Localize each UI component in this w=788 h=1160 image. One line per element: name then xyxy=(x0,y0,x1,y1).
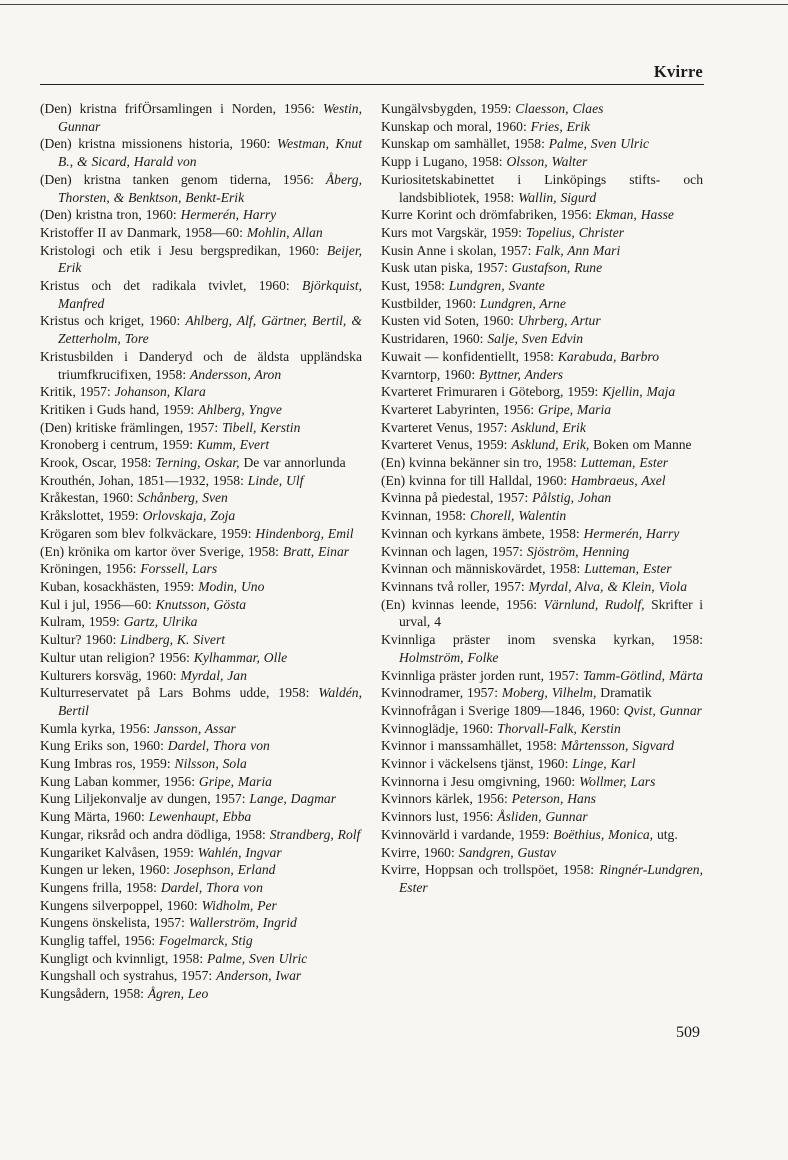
entry-author: Modin, Uno xyxy=(198,578,265,594)
index-entry xyxy=(381,135,703,153)
entry-author: Forssell, Lars xyxy=(140,561,218,577)
entry-title: Kvinnodramer, 1957: xyxy=(381,685,502,701)
index-entry xyxy=(40,932,362,950)
entry-author: Mohlin, Allan xyxy=(246,224,323,240)
entry-title: Kung Märta, 1960: xyxy=(40,809,149,825)
entry-title: Kung Laban kommer, 1956: xyxy=(40,773,199,789)
entry-title: Kunskap om samhället, 1958: xyxy=(381,136,549,152)
index-entry xyxy=(381,596,703,631)
index-entry xyxy=(40,135,362,170)
entry-author: Johanson, Klara xyxy=(114,384,206,400)
index-entry xyxy=(381,560,703,578)
entry-title: Kustbilder, 1960: xyxy=(381,295,481,311)
index-entry xyxy=(40,242,362,277)
index-entry xyxy=(381,702,703,720)
index-entry xyxy=(381,844,703,862)
entry-title: Kritiken i Guds hand, 1959: xyxy=(40,401,199,417)
index-entry xyxy=(381,525,703,543)
entry-author: Anderson, Iwar xyxy=(216,968,302,984)
entry-author: Holmström, Folke xyxy=(399,649,499,665)
index-entry xyxy=(381,436,703,454)
index-entry xyxy=(40,613,362,631)
entry-author: Lewenhaupt, Ebba xyxy=(148,809,252,825)
entry-title: Kultur? 1960: xyxy=(40,632,121,648)
entry-title: Kritik, 1957: xyxy=(40,384,115,400)
index-entry xyxy=(381,808,703,826)
entry-title: Kungälvsbygden, 1959: xyxy=(381,101,516,116)
entry-author: Jansson, Assar xyxy=(154,720,236,736)
index-entry xyxy=(381,720,703,738)
entry-title: Kusten vid Soten, 1960: xyxy=(381,313,518,329)
entry-title: Kröningen, 1956: xyxy=(40,561,141,577)
index-entry xyxy=(40,206,362,224)
index-entry xyxy=(40,489,362,507)
header-rule xyxy=(40,84,704,85)
entry-title: Kumla kyrka, 1956: xyxy=(40,720,155,736)
entry-title: Kulturers korsväg, 1960: xyxy=(40,667,181,683)
entry-title: Kvinnan, 1958: xyxy=(381,508,470,524)
entry-author: Tibell, Kerstin xyxy=(222,419,301,435)
running-head: Kvirre xyxy=(653,62,703,81)
entry-title: Kusk utan piska, 1957: xyxy=(381,260,512,276)
index-entry xyxy=(381,383,703,401)
index-entry xyxy=(40,861,362,879)
entry-title: Kungsådern, 1958: xyxy=(40,986,148,1002)
entry-author: Palme, Sven Ulric xyxy=(207,950,308,966)
entry-remark: Dramatik xyxy=(596,685,652,701)
index-entry xyxy=(381,667,703,685)
entry-title: Kvarteret Venus, 1959: xyxy=(381,437,512,453)
index-entry xyxy=(381,543,703,561)
index-entry xyxy=(381,489,703,507)
entry-title: Kvinnan och kyrkans ämbete, 1958: xyxy=(381,525,584,541)
entry-title: (Den) kristna frifÖrsamlingen i Norden, 1956: xyxy=(40,101,323,116)
entry-title: Kung Liljekonvalje av dungen, 1957: xyxy=(40,791,250,807)
index-entry xyxy=(381,100,703,118)
page-number: 509 xyxy=(676,1024,700,1041)
entry-author: Sjöström, Henning xyxy=(526,543,630,559)
entry-title: Kungens silverpoppel, 1960: xyxy=(40,897,202,913)
index-entry xyxy=(381,242,703,260)
entry-title: Kusin Anne i skolan, 1957: xyxy=(381,242,536,258)
entry-author: Byttner, Anders xyxy=(479,366,564,382)
entry-author: Beijer, Erik xyxy=(58,242,362,276)
index-entry xyxy=(40,312,362,347)
index-entry xyxy=(40,100,362,135)
index-entry xyxy=(40,543,362,561)
entry-author: Dardel, Thora von xyxy=(167,738,270,754)
entry-title: (Den) kristna missionens historia, 1960: xyxy=(40,136,278,152)
entry-title: Kungariket Kalvåsen, 1959: xyxy=(40,844,198,860)
entry-author: Hambraeus, Axel xyxy=(570,472,666,488)
entry-author: Lutteman, Ester xyxy=(580,455,669,471)
entry-title: Kristoffer II av Danmark, 1958—60: xyxy=(40,224,247,240)
entry-title: Kvinnofrågan i Sverige 1809—1846, 1960: xyxy=(381,702,624,718)
entry-title: Kvarteret Labyrinten, 1956: xyxy=(381,401,539,417)
entry-title: (Den) kritiske främlingen, 1957: xyxy=(40,419,223,435)
entry-author: Fries, Erik xyxy=(530,118,591,134)
entry-title: Kristus och det radikala tvivlet, 1960: xyxy=(40,278,302,294)
entry-author: Ekman, Hasse xyxy=(595,207,674,223)
index-entry xyxy=(40,737,362,755)
entry-title: Kulram, 1959: xyxy=(40,614,124,630)
entry-author: Palme, Sven Ulric xyxy=(548,136,650,152)
index-entry xyxy=(40,596,362,614)
entry-author: Dardel, Thora von xyxy=(160,879,263,895)
entry-title: Kvinnans två roller, 1957: xyxy=(381,578,529,594)
entry-title: Kustridaren, 1960: xyxy=(381,331,488,347)
index-entry xyxy=(40,631,362,649)
index-entry xyxy=(381,861,703,896)
index-entry xyxy=(40,348,362,383)
entry-title: Kvarteret Venus, 1957: xyxy=(381,419,512,435)
entry-title: Kunskap och moral, 1960: xyxy=(381,118,531,134)
index-entry xyxy=(40,507,362,525)
entry-title: Kvinna på piedestal, 1957: xyxy=(381,490,533,506)
entry-author: Orlovskaja, Zoja xyxy=(142,508,236,524)
index-entry xyxy=(40,560,362,578)
index-entry xyxy=(381,472,703,490)
entry-title: Kvinnor i väckelsens tjänst, 1960: xyxy=(381,756,573,772)
entry-remark: utg. xyxy=(653,826,678,842)
index-entry xyxy=(40,171,362,206)
index-entry xyxy=(381,171,703,206)
entry-author: Strandberg, Rolf xyxy=(269,826,361,842)
entry-author: Wallerström, Ingrid xyxy=(188,915,297,931)
index-entry xyxy=(381,631,703,666)
entry-author: Fogelmarck, Stig xyxy=(159,933,253,949)
entry-author: Falk, Ann Mari xyxy=(535,242,621,258)
entry-title: Kvinnliga präster jorden runt, 1957: xyxy=(381,667,583,683)
entry-author: Lundgren, Arne xyxy=(480,295,566,311)
index-entry xyxy=(40,401,362,419)
entry-title: Kvinnan och lagen, 1957: xyxy=(381,543,527,559)
index-entry xyxy=(40,985,362,1003)
index-entry xyxy=(381,295,703,313)
entry-title: Krook, Oscar, 1958: xyxy=(40,455,156,471)
entry-title: Kvirre, 1960: xyxy=(381,844,459,860)
entry-title: Kråkestan, 1960: xyxy=(40,490,138,506)
index-entry xyxy=(40,472,362,490)
entry-author: Hermerén, Harry xyxy=(180,207,277,223)
right-column xyxy=(381,100,703,897)
entry-remark: Skrifter i urval, 4 xyxy=(399,596,703,630)
entry-title: Kungen ur leken, 1960: xyxy=(40,862,174,878)
index-entry xyxy=(381,401,703,419)
index-entry xyxy=(40,667,362,685)
entry-author: Thorvall-Falk, Kerstin xyxy=(497,720,621,736)
entry-author: Olsson, Walter xyxy=(506,154,588,170)
index-entry xyxy=(381,773,703,791)
entry-title: Kvarteret Frimuraren i Göteborg, 1959: xyxy=(381,384,603,400)
entry-author: Gustafson, Rune xyxy=(511,260,603,276)
entry-author: Karabuda, Barbro xyxy=(557,348,660,364)
entry-title: Krögaren som blev folkväckare, 1959: xyxy=(40,525,256,541)
entry-author: Uhrberg, Artur xyxy=(517,313,601,329)
entry-author: Ahlberg, Alf, Gärtner, Bertil, & Zetterholm, Tore xyxy=(58,313,362,347)
index-entry xyxy=(381,684,703,702)
entry-title: Kvinnan och människovärdet, 1958: xyxy=(381,561,585,577)
top-edge-rule xyxy=(0,4,788,5)
entry-title: (En) kvinnas leende, 1956: xyxy=(381,596,544,612)
entry-title: Kristologi och etik i Jesu bergspredikan, 1960: xyxy=(40,242,327,258)
entry-author: Waldén, Bertil xyxy=(58,685,362,718)
entry-author: Josephson, Erland xyxy=(173,862,276,878)
entry-author: Pålstig, Johan xyxy=(532,490,612,506)
index-entry xyxy=(381,277,703,295)
index-entry xyxy=(40,808,362,826)
index-entry xyxy=(40,950,362,968)
entry-author: Asklund, Erik xyxy=(511,419,586,435)
entry-author: Topelius, Christer xyxy=(525,224,625,240)
index-entry xyxy=(40,844,362,862)
entry-author: Boëthius, Monica, xyxy=(553,826,654,842)
entry-author: Gartz, Ulrika xyxy=(123,614,198,630)
entry-title: Kvinnovärld i vardande, 1959: xyxy=(381,826,554,842)
entry-author: Åberg, Thorsten, & Benktson, Benkt-Erik xyxy=(58,171,362,205)
entry-author: Peterson, Hans xyxy=(511,791,596,807)
entry-title: Kupp i Lugano, 1958: xyxy=(381,154,507,170)
entry-author: Bratt, Einar xyxy=(282,543,350,559)
index-entry xyxy=(40,649,362,667)
entry-title: Kungens frilla, 1958: xyxy=(40,879,161,895)
entry-author: Wollmer, Lars xyxy=(579,773,656,789)
entry-title: Krouthén, Johan, 1851—1932, 1958: xyxy=(40,472,248,488)
index-entry xyxy=(40,277,362,312)
entry-title: Kuriositetskabinettet i Linköpings stifts- och landsbibliotek, 1958: xyxy=(381,171,703,205)
entry-author: Hindenborg, Emil xyxy=(255,525,354,541)
index-entry xyxy=(40,383,362,401)
index-entry xyxy=(40,826,362,844)
entry-author: Gripe, Maria xyxy=(538,401,612,417)
entry-title: Kung Eriks son, 1960: xyxy=(40,738,168,754)
entry-author: Lutteman, Ester xyxy=(584,561,672,577)
entry-author: Ahlberg, Yngve xyxy=(198,401,282,417)
index-entry xyxy=(381,578,703,596)
entry-author: Lindberg, K. Sivert xyxy=(120,632,226,648)
entry-author: Chorell, Walentin xyxy=(469,508,567,524)
entry-title: Kvinnliga präster inom svenska kyrkan, 1958: xyxy=(381,632,703,648)
index-entry xyxy=(381,790,703,808)
entry-author: Terning, Oskar, xyxy=(155,455,240,471)
index-entry xyxy=(40,684,362,719)
entry-author: Kumm, Evert xyxy=(196,437,270,453)
index-entry xyxy=(381,118,703,136)
entry-title: Kvinnors kärlek, 1956: xyxy=(381,791,512,807)
entry-author: Widholm, Per xyxy=(201,897,277,913)
entry-author: Ringnér-Lundgren, Ester xyxy=(399,862,703,895)
entry-author: Knutsson, Gösta xyxy=(155,596,247,612)
entry-title: Kurs mot Vargskär, 1959: xyxy=(381,224,526,240)
index-entry xyxy=(40,879,362,897)
entry-author: Linde, Ulf xyxy=(247,472,304,488)
entry-title: Kulturreservatet på Lars Bohms udde, 1958: xyxy=(40,685,319,701)
entry-author: Myrdal, Alva, & Klein, Viola xyxy=(528,578,687,594)
entry-author: Lange, Dagmar xyxy=(249,791,336,807)
entry-title: Kvinnoglädje, 1960: xyxy=(381,720,498,736)
index-entry xyxy=(381,259,703,277)
entry-title: (Den) kristna tanken genom tiderna, 1956: xyxy=(40,171,326,187)
entry-author: Wallin, Sigurd xyxy=(518,189,597,205)
entry-title: Kul i jul, 1956—60: xyxy=(40,596,156,612)
entry-title: Kunglig taffel, 1956: xyxy=(40,933,160,949)
entry-author: Asklund, Erik, xyxy=(511,437,590,453)
entry-title: Kungligt och kvinnligt, 1958: xyxy=(40,950,208,966)
entry-title: Kultur utan religion? 1956: xyxy=(40,649,194,665)
entry-title: (En) kvinna for till Halldal, 1960: xyxy=(381,472,571,488)
entry-title: Kvinnor i manssamhället, 1958: xyxy=(381,738,561,754)
index-entry xyxy=(381,737,703,755)
index-entry xyxy=(40,436,362,454)
entry-title: Kungens önskelista, 1957: xyxy=(40,915,189,931)
entry-author: Schånberg, Sven xyxy=(137,490,228,506)
entry-author: Hermerén, Harry xyxy=(583,525,680,541)
index-entry xyxy=(40,419,362,437)
entry-title: (Den) kristna tron, 1960: xyxy=(40,207,181,223)
index-entry xyxy=(40,755,362,773)
entry-title: Kust, 1958: xyxy=(381,278,449,294)
left-column xyxy=(40,100,362,1003)
index-entry xyxy=(381,330,703,348)
index-entry xyxy=(381,507,703,525)
index-entry xyxy=(40,773,362,791)
entry-remark: Boken om Manne xyxy=(589,437,692,453)
entry-title: Kristus och kriget, 1960: xyxy=(40,313,186,329)
index-entry xyxy=(40,790,362,808)
entry-author: Ågren, Leo xyxy=(147,986,209,1002)
entry-author: Mårtensson, Sigvard xyxy=(560,738,675,754)
entry-author: Sandgren, Gustav xyxy=(458,844,557,860)
entry-title: Kung Imbras ros, 1959: xyxy=(40,756,175,772)
entry-title: Kuban, kosackhästen, 1959: xyxy=(40,578,199,594)
index-entry xyxy=(40,454,362,472)
entry-title: Kuwait — konfidentiellt, 1958: xyxy=(381,348,558,364)
index-entry xyxy=(40,720,362,738)
index-entry xyxy=(40,897,362,915)
entry-title: Kungar, riksråd och andra dödliga, 1958: xyxy=(40,826,270,842)
entry-author: Åsliden, Gunnar xyxy=(497,809,588,825)
entry-author: Westman, Knut B., & Sicard, Harald von xyxy=(58,136,362,170)
index-entry xyxy=(40,578,362,596)
index-entry xyxy=(381,312,703,330)
entry-title: Kurre Korint och drömfabriken, 1956: xyxy=(381,207,596,223)
entry-author: Myrdal, Jan xyxy=(180,667,247,683)
index-entry xyxy=(40,967,362,985)
entry-author: Nilsson, Sola xyxy=(174,756,247,772)
index-entry xyxy=(381,419,703,437)
index-entry xyxy=(381,206,703,224)
entry-author: Kylhammar, Olle xyxy=(193,649,288,665)
index-entry xyxy=(40,914,362,932)
index-entry xyxy=(381,366,703,384)
entry-title: (En) krönika om kartor över Sverige, 1958: xyxy=(40,543,283,559)
entry-author: Andersson, Aron xyxy=(190,366,282,382)
entry-author: Qvist, Gunnar xyxy=(623,702,702,718)
entry-author: Kjellin, Maja xyxy=(602,384,676,400)
entry-author: Värnlund, Rudolf, xyxy=(543,596,645,612)
index-entry xyxy=(381,153,703,171)
entry-author: Westin, Gunnar xyxy=(58,101,362,134)
entry-author: Claesson, Claes xyxy=(515,101,604,116)
entry-title: Kvinnorna i Jesu omgivning, 1960: xyxy=(381,773,580,789)
entry-remark: De var annorlunda xyxy=(239,455,346,471)
index-entry xyxy=(381,755,703,773)
entry-author: Tamm-Götlind, Märta xyxy=(582,667,703,683)
entry-title: Kristusbilden i Danderyd och de äldsta uppländska triumfkrucifixen, 1958: xyxy=(40,348,362,382)
entry-title: Kvirre, Hoppsan och trollspöet, 1958: xyxy=(381,862,600,878)
entry-title: (En) kvinna bekänner sin tro, 1958: xyxy=(381,455,581,471)
entry-title: Kronoberg i centrum, 1959: xyxy=(40,437,197,453)
entry-author: Gripe, Maria xyxy=(198,773,272,789)
index-entry xyxy=(381,224,703,242)
entry-author: Moberg, Vilhelm, xyxy=(501,685,597,701)
entry-author: Lundgren, Svante xyxy=(448,278,545,294)
index-entry xyxy=(40,525,362,543)
entry-author: Salje, Sven Edvin xyxy=(487,331,584,347)
entry-author: Linge, Karl xyxy=(572,756,636,772)
entry-author: Wahlén, Ingvar xyxy=(197,844,282,860)
entry-title: Kråkslottet, 1959: xyxy=(40,508,143,524)
index-entry xyxy=(40,224,362,242)
index-entry xyxy=(381,348,703,366)
index-entry xyxy=(381,454,703,472)
index-entry xyxy=(381,826,703,844)
entry-title: Kungshall och systrahus, 1957: xyxy=(40,968,217,984)
entry-author: Björkquist, Manfred xyxy=(58,278,362,311)
entry-title: Kvarntorp, 1960: xyxy=(381,366,480,382)
entry-title: Kvinnors lust, 1956: xyxy=(381,809,498,825)
